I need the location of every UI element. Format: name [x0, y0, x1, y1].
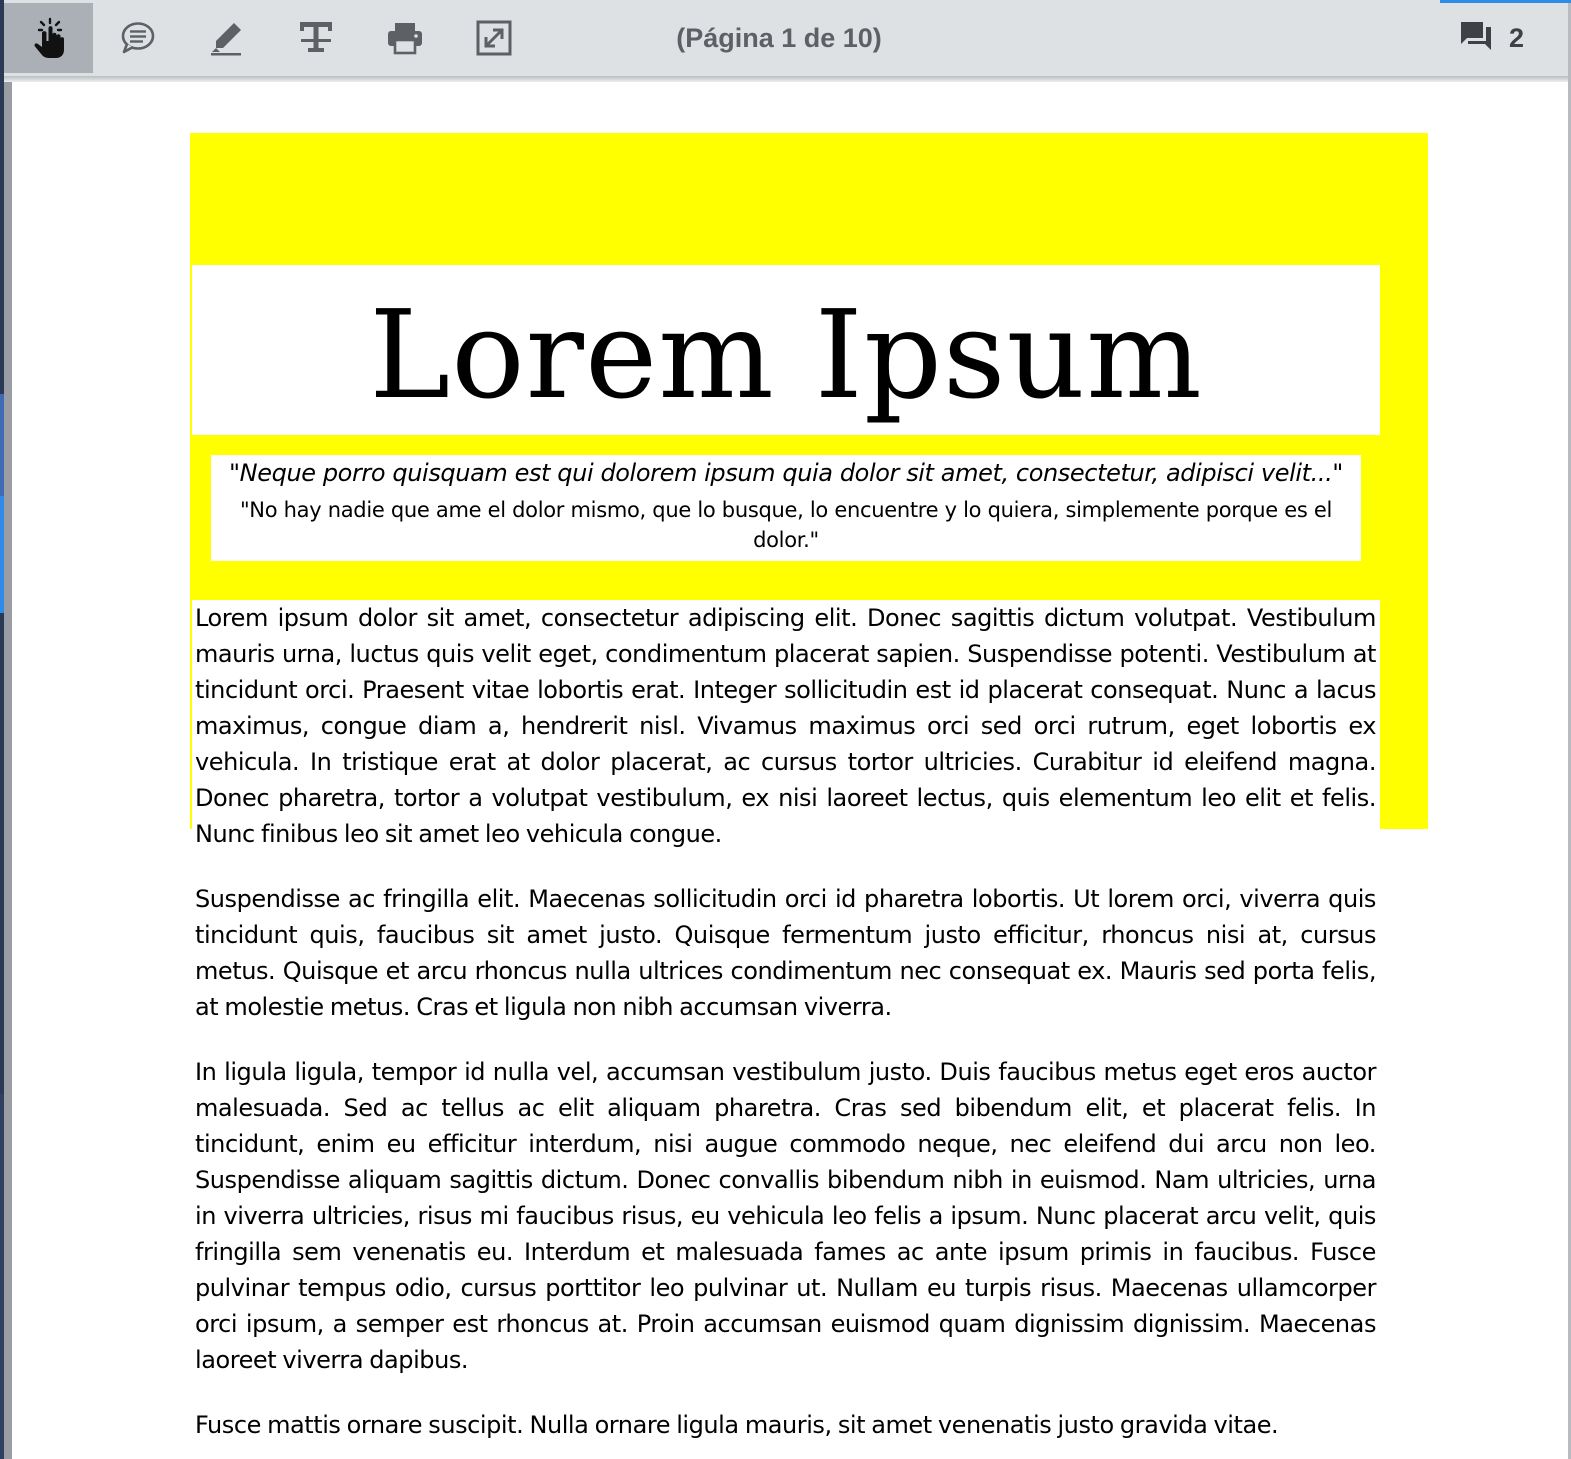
highlight-tool-button[interactable] [182, 3, 271, 73]
document-title: Lorem Ipsum [369, 284, 1203, 426]
comment-tool-button[interactable] [93, 3, 182, 73]
print-tool-button[interactable] [360, 3, 449, 73]
text-insert-icon [296, 18, 336, 58]
comments-button[interactable] [1459, 0, 1524, 76]
fullscreen-tool-button[interactable] [449, 3, 538, 73]
comments-count: 2 [1509, 22, 1525, 53]
pointer-tool-button[interactable] [4, 3, 93, 73]
host-app-edge [0, 0, 4, 1459]
toolbar-shadow [4, 76, 1568, 82]
pointer-hand-icon [29, 17, 69, 59]
accent-bar [1440, 0, 1571, 3]
comment-bubble-icon [119, 20, 157, 56]
title-box [192, 265, 1380, 435]
paragraph-1: Lorem ipsum dolor sit amet, consectetur adipiscing elit. Donec sagittis dictum volutpat. Vestibulum mauris urna, luctus quis velit eget, condimentum placerat sapien. Suspendisse potenti. Vestibulum at tincidunt orci. Praesent vitae lobortis erat. Integer sollicitudin est id placerat consequat. Nunc a lacus maximus, congue diam a, hendrerit nisl. Vivamus maximus orci sed orci rutrum, eget lobortis ex vehicula. In tristique erat at dolor placerat, ac cursus tortor ultricies. Curabitur id eleifend magna. Donec pharetra, tortor a volutpat vestibulum, ex nisi laoreet lectus, quis elementum leo elit et felis. Nunc finibus leo sit amet leo vehicula congue. [195, 604, 1376, 848]
quote-latin: "Neque porro quisquam est qui dolorem ipsum quia dolor sit amet, consectetur, adipisci velit..." [229, 459, 1343, 487]
viewer-toolbar [4, 0, 1568, 77]
paragraph-3: In ligula ligula, tempor id nulla vel, accumsan vestibulum justo. Duis faucibus metus eget eros auctor malesuada. Sed ac tellus ac elit aliquam pharetra. Cras sed bibendum elit, et placerat felis. In tincidunt, enim eu efficitur interdum, nisi augue commodo neque, nec eleifend dui arcu non leo. Suspendisse aliquam sagittis dictum. Donec convallis bibendum nibh in euismod. Nam ultricies, urna in viverra ultricies, risus mi faucibus risus, eu vehicula leo felis a ipsum. Nunc placerat arcu velit, quis fringilla sem venenatis eu. Interdum et malesuada fames ac ante ipsum primis in faucibus. Fusce pulvinar tempus odio, cursus porttitor leo pulvinar ut. Nullam eu turpis risus. Maecenas ullamcorper orci ipsum, a semper est rhoncus at. Proin accumsan euismod quam dignissim dignissim. Maecenas laoreet viverra dapibus. [195, 1058, 1376, 1374]
paragraph-4: Fusce mattis ornare suscipit. Nulla ornare ligula mauris, sit amet venenatis justo gravida vitae. [195, 1411, 1279, 1439]
page-indicator: (Página 1 de 10) [676, 22, 882, 53]
comments-icon [1459, 20, 1493, 56]
highlighter-pen-icon [208, 19, 246, 57]
paragraph-2: Suspendisse ac fringilla elit. Maecenas sollicitudin orci id pharetra lobortis. Ut lorem orci, viverra quis tincidunt quis, faucibus sit amet justo. Quisque fermentum justo efficitur, rhoncus nisi at, cursus metus. Quisque et arcu rhoncus nulla ultrices condimentum nec consequat ex. Mauris sed porta felis, at molestie metus. Cras et ligula non nibh accumsan viverra. [195, 885, 1376, 1021]
text-tool-button[interactable] [271, 3, 360, 73]
quote-box [211, 455, 1361, 561]
expand-icon [475, 19, 513, 57]
quote-spanish: "No hay nadie que ame el dolor mismo, que lo busque, lo encuentre y lo quiera, simplemente porque es el dolor." [239, 498, 1333, 552]
printer-icon [386, 21, 424, 55]
